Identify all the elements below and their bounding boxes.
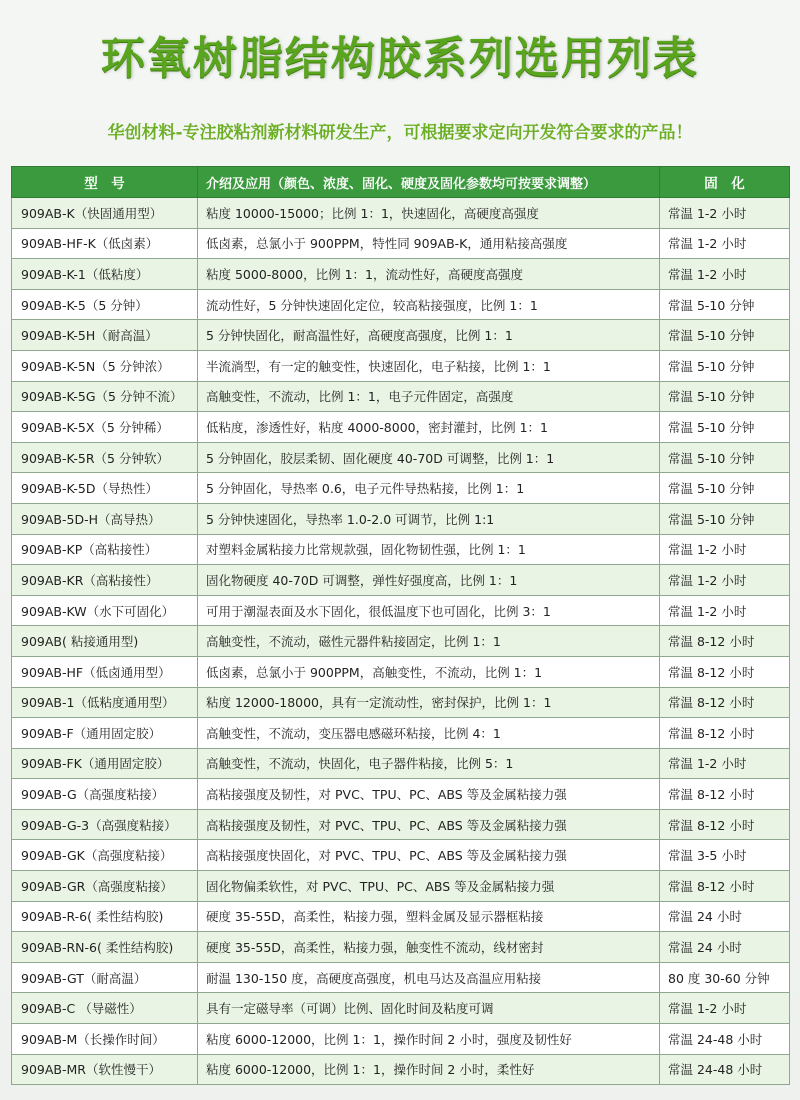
table-row bbox=[12, 1024, 790, 1055]
intro-cell: 具有一定磁导率（可调）比例、固化时间及粘度可调 bbox=[198, 993, 660, 1024]
table-row bbox=[12, 656, 790, 687]
table-row bbox=[12, 381, 790, 412]
cure-cell: 常温 8-12 小时 bbox=[660, 871, 790, 902]
model-cell: 909AB-K-5X（5 分钟稀） bbox=[12, 412, 198, 443]
table-row bbox=[12, 259, 790, 290]
cure-cell: 常温 8-12 小时 bbox=[660, 656, 790, 687]
model-cell: 909AB-K（快固通用型） bbox=[12, 198, 198, 229]
model-cell: 909AB-M（长操作时间） bbox=[12, 1024, 198, 1055]
model-cell: 909AB-KW（水下可固化） bbox=[12, 595, 198, 626]
model-cell: 909AB-R-6( 柔性结构胶) bbox=[12, 901, 198, 932]
model-cell: 909AB-5D-H（高导热） bbox=[12, 503, 198, 534]
header-model: 型 号 bbox=[12, 167, 198, 198]
table-row bbox=[12, 932, 790, 963]
cure-cell: 常温 8-12 小时 bbox=[660, 687, 790, 718]
model-cell: 909AB-GT（耐高温） bbox=[12, 962, 198, 993]
table-row bbox=[12, 534, 790, 565]
header-cure: 固 化 bbox=[660, 167, 790, 198]
model-cell: 909AB-GK（高强度粘接） bbox=[12, 840, 198, 871]
cure-cell: 常温 8-12 小时 bbox=[660, 809, 790, 840]
intro-cell: 5 分钟固化，导热率 0.6，电子元件导热粘接，比例 1：1 bbox=[198, 473, 660, 504]
model-cell: 909AB-K-5R（5 分钟软） bbox=[12, 442, 198, 473]
model-cell: 909AB-G-3（高强度粘接） bbox=[12, 809, 198, 840]
table-row bbox=[12, 901, 790, 932]
intro-cell: 高触变性，不流动，快固化，电子器件粘接，比例 5：1 bbox=[198, 748, 660, 779]
product-table bbox=[11, 166, 790, 1085]
table-row bbox=[12, 473, 790, 504]
table-row bbox=[12, 718, 790, 749]
cure-cell: 常温 1-2 小时 bbox=[660, 993, 790, 1024]
model-cell: 909AB-KP（高粘接性） bbox=[12, 534, 198, 565]
table-row bbox=[12, 840, 790, 871]
table-row bbox=[12, 289, 790, 320]
intro-cell: 固化物硬度 40-70D 可调整，弹性好强度高，比例 1：1 bbox=[198, 565, 660, 596]
intro-cell: 高粘接强度及韧性，对 PVC、TPU、PC、ABS 等及金属粘接力强 bbox=[198, 809, 660, 840]
intro-cell: 硬度 35-55D，高柔性，粘接力强，塑料金属及显示器框粘接 bbox=[198, 901, 660, 932]
intro-cell: 固化物偏柔软性，对 PVC、TPU、PC、ABS 等及金属粘接力强 bbox=[198, 871, 660, 902]
cure-cell: 常温 1-2 小时 bbox=[660, 565, 790, 596]
model-cell: 909AB-K-5（5 分钟） bbox=[12, 289, 198, 320]
cure-cell: 常温 24-48 小时 bbox=[660, 1024, 790, 1055]
intro-cell: 5 分钟快速固化，导热率 1.0-2.0 可调节，比例 1:1 bbox=[198, 503, 660, 534]
table-row bbox=[12, 1054, 790, 1085]
cure-cell: 常温 8-12 小时 bbox=[660, 779, 790, 810]
company-slogan: 华创材料-专注胶粘剂新材料研发生产，可根据要求定向开发符合要求的产品！ bbox=[107, 123, 693, 143]
page-title: 环氧树脂结构胶系列选用列表 bbox=[101, 33, 699, 84]
intro-cell: 高触变性，不流动，磁性元器件粘接固定，比例 1：1 bbox=[198, 626, 660, 657]
table-row bbox=[12, 442, 790, 473]
cure-cell: 常温 5-10 分钟 bbox=[660, 412, 790, 443]
cure-cell: 常温 1-2 小时 bbox=[660, 534, 790, 565]
table-row bbox=[12, 228, 790, 259]
header-intro: 介绍及应用（颜色、浓度、固化、硬度及固化参数均可按要求调整） bbox=[198, 167, 660, 198]
table-row bbox=[12, 962, 790, 993]
table-row bbox=[12, 565, 790, 596]
intro-cell: 低卤素，总氯小于 900PPM，高触变性，不流动，比例 1：1 bbox=[198, 656, 660, 687]
model-cell: 909AB-K-5D（导热性） bbox=[12, 473, 198, 504]
intro-cell: 高粘接强度及韧性，对 PVC、TPU、PC、ABS 等及金属粘接力强 bbox=[198, 779, 660, 810]
cure-cell: 常温 8-12 小时 bbox=[660, 718, 790, 749]
table-row bbox=[12, 993, 790, 1024]
intro-cell: 半流淌型，有一定的触变性，快速固化，电子粘接，比例 1：1 bbox=[198, 350, 660, 381]
cure-cell: 常温 24 小时 bbox=[660, 901, 790, 932]
intro-cell: 流动性好，5 分钟快速固化定位，较高粘接强度，比例 1：1 bbox=[198, 289, 660, 320]
model-cell: 909AB-RN-6( 柔性结构胶) bbox=[12, 932, 198, 963]
table-row bbox=[12, 412, 790, 443]
table-row bbox=[12, 871, 790, 902]
model-cell: 909AB-GR（高强度粘接） bbox=[12, 871, 198, 902]
cure-cell: 80 度 30-60 分钟 bbox=[660, 962, 790, 993]
model-cell: 909AB-K-5G（5 分钟不流） bbox=[12, 381, 198, 412]
table-row bbox=[12, 350, 790, 381]
intro-cell: 耐温 130-150 度，高硬度高强度，机电马达及高温应用粘接 bbox=[198, 962, 660, 993]
intro-cell: 粘度 5000-8000，比例 1：1，流动性好，高硬度高强度 bbox=[198, 259, 660, 290]
model-cell: 909AB-C （导磁性） bbox=[12, 993, 198, 1024]
cure-cell: 常温 24 小时 bbox=[660, 932, 790, 963]
cure-cell: 常温 5-10 分钟 bbox=[660, 350, 790, 381]
model-cell: 909AB-G（高强度粘接） bbox=[12, 779, 198, 810]
model-cell: 909AB-FK（通用固定胶） bbox=[12, 748, 198, 779]
model-cell: 909AB( 粘接通用型) bbox=[12, 626, 198, 657]
intro-cell: 5 分钟快固化，耐高温性好，高硬度高强度，比例 1：1 bbox=[198, 320, 660, 351]
table-row bbox=[12, 626, 790, 657]
table-row bbox=[12, 320, 790, 351]
intro-cell: 高粘接强度快固化，对 PVC、TPU、PC、ABS 等及金属粘接力强 bbox=[198, 840, 660, 871]
table-row bbox=[12, 687, 790, 718]
model-cell: 909AB-MR（软性慢干） bbox=[12, 1054, 198, 1085]
cure-cell: 常温 3-5 小时 bbox=[660, 840, 790, 871]
table-header-row bbox=[12, 167, 790, 198]
intro-cell: 粘度 6000-12000，比例 1：1，操作时间 2 小时，强度及韧性好 bbox=[198, 1024, 660, 1055]
cure-cell: 常温 5-10 分钟 bbox=[660, 381, 790, 412]
table-row bbox=[12, 503, 790, 534]
intro-cell: 高触变性，不流动，变压器电感磁环粘接，比例 4：1 bbox=[198, 718, 660, 749]
model-cell: 909AB-F（通用固定胶） bbox=[12, 718, 198, 749]
intro-cell: 低卤素，总氯小于 900PPM，特性同 909AB-K，通用粘接高强度 bbox=[198, 228, 660, 259]
intro-cell: 粘度 12000-18000，具有一定流动性，密封保护，比例 1：1 bbox=[198, 687, 660, 718]
cure-cell: 常温 1-2 小时 bbox=[660, 228, 790, 259]
model-cell: 909AB-K-1（低粘度） bbox=[12, 259, 198, 290]
intro-cell: 对塑料金属粘接力比常规款强，固化物韧性强，比例 1：1 bbox=[198, 534, 660, 565]
product-table-container bbox=[11, 166, 789, 1085]
cure-cell: 常温 5-10 分钟 bbox=[660, 442, 790, 473]
table-row bbox=[12, 809, 790, 840]
model-cell: 909AB-1（低粘度通用型） bbox=[12, 687, 198, 718]
intro-cell: 硬度 35-55D，高柔性，粘接力强，触变性不流动，线材密封 bbox=[198, 932, 660, 963]
cure-cell: 常温 1-2 小时 bbox=[660, 595, 790, 626]
intro-cell: 高触变性，不流动，比例 1：1，电子元件固定，高强度 bbox=[198, 381, 660, 412]
table-row bbox=[12, 779, 790, 810]
cure-cell: 常温 1-2 小时 bbox=[660, 748, 790, 779]
table-row bbox=[12, 198, 790, 229]
table-row bbox=[12, 595, 790, 626]
cure-cell: 常温 5-10 分钟 bbox=[660, 289, 790, 320]
intro-cell: 粘度 6000-12000，比例 1：1，操作时间 2 小时，柔性好 bbox=[198, 1054, 660, 1085]
model-cell: 909AB-HF-K（低卤素） bbox=[12, 228, 198, 259]
model-cell: 909AB-K-5N（5 分钟浓） bbox=[12, 350, 198, 381]
intro-cell: 5 分钟固化，胶层柔韧、固化硬度 40-70D 可调整，比例 1：1 bbox=[198, 442, 660, 473]
intro-cell: 粘度 10000-15000；比例 1：1，快速固化，高硬度高强度 bbox=[198, 198, 660, 229]
cure-cell: 常温 8-12 小时 bbox=[660, 626, 790, 657]
cure-cell: 常温 5-10 分钟 bbox=[660, 503, 790, 534]
cure-cell: 常温 1-2 小时 bbox=[660, 259, 790, 290]
model-cell: 909AB-K-5H（耐高温） bbox=[12, 320, 198, 351]
intro-cell: 可用于潮湿表面及水下固化，很低温度下也可固化，比例 3：1 bbox=[198, 595, 660, 626]
model-cell: 909AB-KR（高粘接性） bbox=[12, 565, 198, 596]
model-cell: 909AB-HF（低卤通用型） bbox=[12, 656, 198, 687]
cure-cell: 常温 5-10 分钟 bbox=[660, 320, 790, 351]
intro-cell: 低粘度，渗透性好，粘度 4000-8000，密封灌封，比例 1：1 bbox=[198, 412, 660, 443]
cure-cell: 常温 5-10 分钟 bbox=[660, 473, 790, 504]
cure-cell: 常温 24-48 小时 bbox=[660, 1054, 790, 1085]
cure-cell: 常温 1-2 小时 bbox=[660, 198, 790, 229]
table-row bbox=[12, 748, 790, 779]
